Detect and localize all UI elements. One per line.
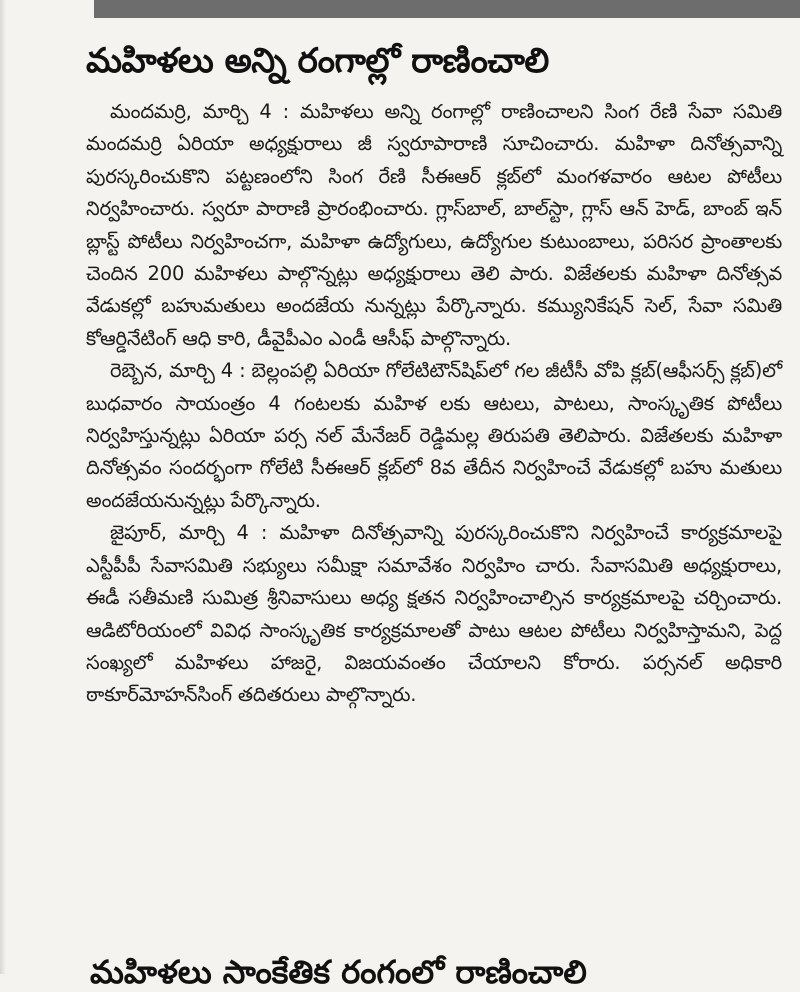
top-banner-strip xyxy=(94,0,800,18)
next-article-headline-text: మహిళలు సాంకేతిక రంగంలో రాణించాలి xyxy=(90,953,587,991)
article-body xyxy=(86,96,782,712)
next-article-headline-cropped xyxy=(90,952,690,992)
article-headline: మహిళలు అన్ని రంగాల్లో రాణించాలి xyxy=(86,41,549,81)
article-paragraph-mandamarri: మందమర్రి, మార్చి 4 : మహిళలు అన్ని రంగాల్లో రాణించాలని సింగ రేణి సేవా సమితి మందమర్రి ఏరియా అధ్యక్షురాలు జీ స్వరూపారాణి సూచించారు. మహిళా దినోత్సవాన్ని పురస్కరించుకొని పట్టణంలోని సింగ రేణి సీఈఆర్ క్లబ్‌లో మంగళవారం ఆటల పోటీలు నిర్వహించారు. స్వరూ పారాణి ప్రారంభించారు. గ్లాస్‌బాల్, బాల్‌స్టా, గ్లాస్ ఆన్ హెడ్, బాంబ్ ఇన్ బ్లాస్ట్ పోటీలు నిర్వహించగా, మహిళా ఉద్యోగులు, ఉద్యోగుల కుటుంబాలు, పరిసర ప్రాంతాలకు చెందిన 200 మహిళలు పాల్గొన్నట్లు అధ్యక్షురాలు తెలి పారు. విజేతలకు మహిళా దినోత్సవ వేడుకల్లో బహుమతులు అందజేయ నున్నట్లు పేర్కొన్నారు. కమ్యునికేషన్ సెల్, సేవా సమితి కోఆర్డినేటింగ్ ఆధి కారి, డీవైపీఎం ఎండీ ఆసీఫ్ పాల్గొన్నారు. xyxy=(86,100,782,350)
page-edge-shadow xyxy=(0,0,6,974)
article-paragraph-rebbena: రెబ్బెన, మార్చి 4 : బెల్లంపల్లి ఏరియా గోలేటిటౌన్‌షిప్‌లో గల జీటీసీ వోపి క్లబ్(ఆఫీసర్స్ క్లబ్)లో బుధవారం సాయంత్రం 4 గంటలకు మహిళ లకు ఆటలు, పాటలు, సాంస్కృతిక పోటీలు నిర్వహిస్తున్నట్లు ఏరియా పర్స నల్ మేనేజర్ రెడ్డిమల్ల తిరుపతి తెలిపారు. విజేతలకు మహిళా దినోత్సవం సందర్భంగా గోలేటి సీఈఆర్ క్లబ్‌లో 8వ తేదీన నిర్వహించే వేడుకల్లో బహు మతులు అందజేయనున్నట్లు పేర్కొన్నారు. xyxy=(86,359,782,512)
news-article xyxy=(86,28,782,712)
article-paragraph-jaipur: జైపూర్, మార్చి 4 : మహిళా దినోత్సవాన్ని పురస్కరించుకొని నిర్వహించే కార్యక్రమాలపై ఎస్టీపీపీ సేవాసమితి సభ్యులు సమీక్షా సమావేశం నిర్వహిం చారు. సేవాసమితి అధ్యక్షురాలు, ఈడీ సతీమణి సుమిత్ర శ్రీనివాసులు అధ్య క్షతన నిర్వహించాల్సిన కార్యక్రమాలపై చర్చించారు. ఆడిటోరియంలో వివిధ సాంస్కృతిక కార్యక్రమాలతో పాటు ఆటల పోటీలు నిర్వహిస్తామని, పెద్ద సంఖ్యలో మహిళలు హాజరై, విజయవంతం చేయాలని కోరారు. పర్సనల్ అధికారి ఠాకూర్‌మోహన్‌సింగ్ తదితరులు పాల్గొన్నారు. xyxy=(86,521,782,707)
